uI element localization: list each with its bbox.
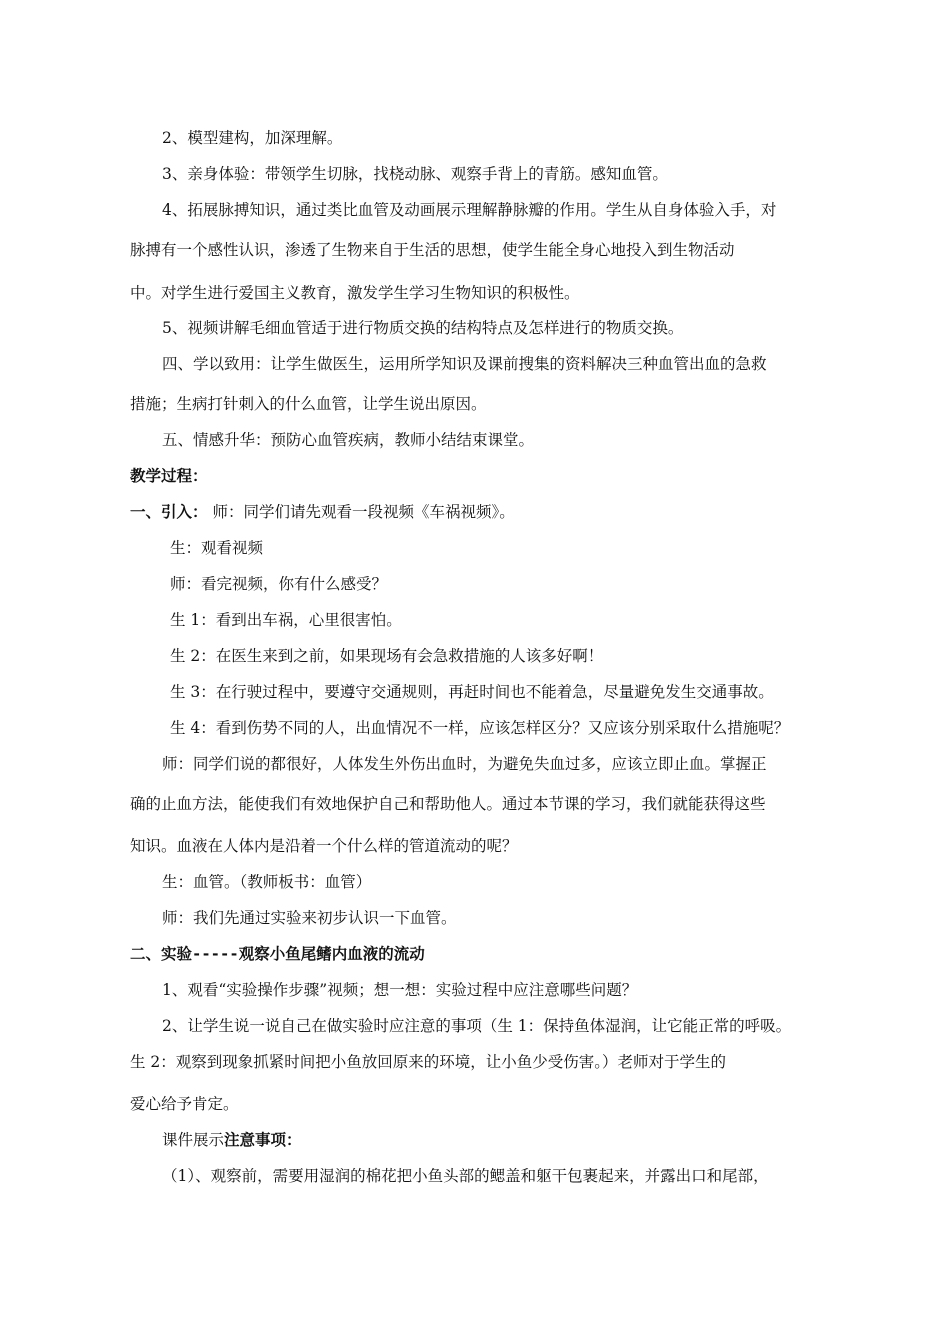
dialogue-line-6: 生 4：看到伤势不同的人，出血情况不一样，应该怎样区分？又应该分别采取什么措施呢？ <box>170 719 790 737</box>
section1-heading-line <box>130 502 515 522</box>
section-five: 五、情感升华：预防心血管疾病，教师小结结束课堂。 <box>162 431 535 449</box>
section2-heading-suffix: 观察小鱼尾鳍内血液的流动 <box>238 944 425 963</box>
dialogue-line-4: 生 2：在医生来到之前，如果现场有会急救措施的人该多好啊！ <box>170 647 604 665</box>
intro-item-5: 5、视频讲解毛细血管适于进行物质交换的结构特点及怎样进行的物质交换。 <box>162 319 684 337</box>
teacher-line-2: 确的止血方法，能使我们有效地保护自己和帮助他人。通过本节课的学习，我们就能获得这些 <box>130 795 766 813</box>
section1-heading-text: 师：同学们请先观看一段视频《车祸视频》。 <box>207 503 515 521</box>
section2-heading-prefix: 二、实验 <box>130 944 193 963</box>
dialogue-line-5: 生 3：在行驶过程中，要遵守交通规则，再赶时间也不能着急，尽量避免发生交通事故。 <box>170 683 774 701</box>
section2-line-2: 2、让学生说一说自己在做实验时应注意的事项（生 1：保持鱼体湿润，让它能正常的呼吸。 <box>162 1017 792 1035</box>
section-four-line2: 措施；生病打针刺入的什么血管，让学生说出原因。 <box>130 395 487 413</box>
intro-item-4-line3: 中。对学生进行爱国主义教育，激发学生学习生物知识的积极性。 <box>130 284 580 302</box>
teacher-line-1: 师：同学们说的都很好，人体发生外伤出血时，为避免失血过多，应该立即止血。掌握正 <box>162 755 767 773</box>
section2-heading <box>130 944 425 964</box>
section2-line-4: 爱心给予肯定。 <box>130 1095 239 1113</box>
intro-item-2: 2、模型建构，加深理解。 <box>162 129 343 147</box>
section2-line-1: 1、观看“实验操作步骤”视频；想一想：实验过程中应注意哪些问题？ <box>162 981 638 999</box>
dialogue-line-3: 生 1：看到出车祸，心里很害怕。 <box>170 611 402 629</box>
teacher-line-3: 知识。血液在人体内是沿着一个什么样的管道流动的呢？ <box>130 837 518 855</box>
courseware-notes-heading: 注意事项： <box>224 1130 302 1149</box>
section1-heading: 一、引入： <box>130 502 208 521</box>
intro-item-4-line1: 4、拓展脉搏知识，通过类比血管及动画展示理解静脉瓣的作用。学生从自身体验入手，对 <box>162 201 777 219</box>
student-answer-line: 生：血管。（教师板书：血管） <box>162 873 372 891</box>
intro-item-4-line2: 脉搏有一个感性认识，渗透了生物来自于生活的思想，使学生能全身心地投入到生物活动 <box>130 241 735 259</box>
courseware-line <box>162 1130 302 1150</box>
dialogue-line-2: 师：看完视频，你有什么感受？ <box>170 575 388 593</box>
process-heading: 教学过程： <box>130 466 208 485</box>
courseware-prefix: 课件展示 <box>162 1131 225 1149</box>
section2-line-3: 生 2：观察到现象抓紧时间把小鱼放回原来的环境，让小鱼少受伤害。）老师对于学生的 <box>130 1053 727 1071</box>
observation-note-1: （1）、观察前，需要用湿润的棉花把小鱼头部的鳃盖和躯干包裹起来，并露出口和尾部， <box>162 1167 769 1185</box>
intro-item-3: 3、亲身体验：带领学生切脉，找桡动脉、观察手背上的青筋。感知血管。 <box>162 165 668 183</box>
dialogue-line-1: 生：观看视频 <box>170 539 264 557</box>
teacher-transition-line: 师：我们先通过实验来初步认识一下血管。 <box>162 909 457 927</box>
section-four-line1: 四、学以致用：让学生做医生，运用所学知识及课前搜集的资料解决三种血管出血的急救 <box>162 355 767 373</box>
section2-heading-dashes: ----- <box>192 945 239 963</box>
